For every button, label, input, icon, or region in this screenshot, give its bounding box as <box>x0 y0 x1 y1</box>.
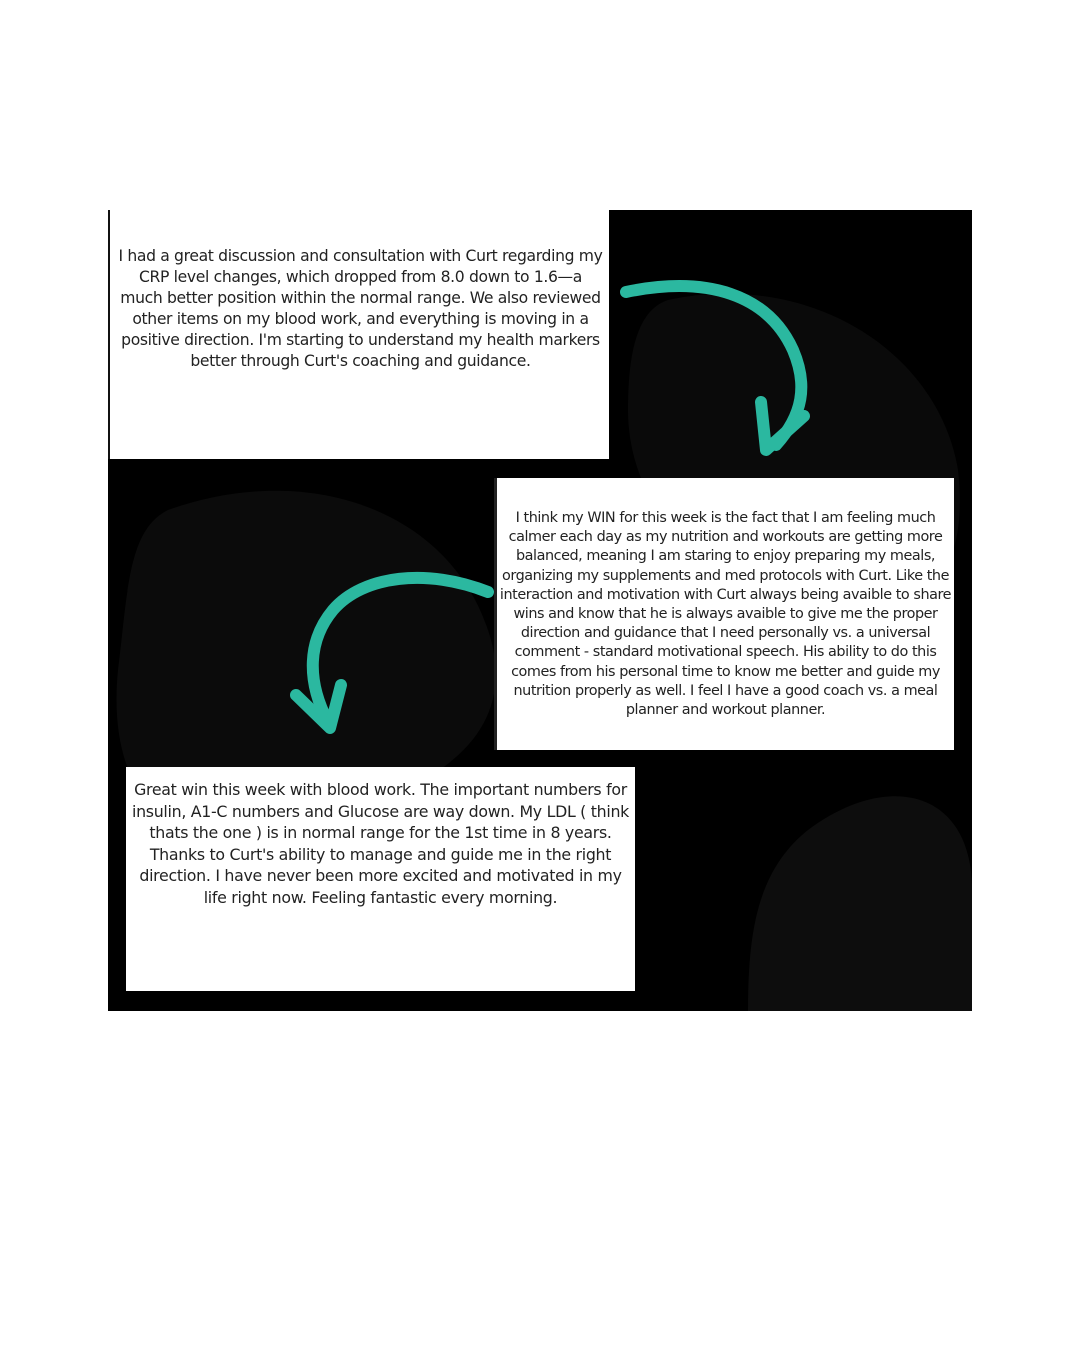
testimonials-panel <box>108 210 972 1011</box>
testimonial-card-crp <box>108 210 609 459</box>
testimonial-card-weekly-win <box>494 478 954 750</box>
testimonial-card-blood-work <box>126 767 635 991</box>
testimonial-text: I had a great discussion and consultation with Curt regarding my CRP level changes, which dropped from 8.0 down to 1.6—a much better position within the normal range. We also reviewed other items on my blood work, and everything is moving in a positive direction. I'm starting to understand my health markers better through Curt's coaching and guidance. <box>118 247 603 370</box>
testimonial-text: I think my WIN for this week is the fact that I am feeling much calmer each day as my nutrition and workouts are getting more balanced, meaning I am staring to enjoy preparing my meals, organizing my supplements and med protocols with Curt. Like the interaction and motivation with Curt always being avaible to share wins and know that he is always avaible to give me the proper direction and guidance that I need personally vs. a universal comment - standard motivational speech. His ability to do this comes from his personal time to know me better and guide my nutrition properly as well. I feel I have a good coach vs. a meal planner and workout planner. <box>499 510 952 719</box>
testimonial-text: Great win this week with blood work. The important numbers for insulin, A1-C numbers and Glucose are way down. My LDL ( think thats the one ) is in normal range for the 1st time in 8 years. Thanks to Curt's ability to manage and guide me in the right direction. I have never been more excited and motivated in my life right now. Feeling fantastic every morning. <box>131 780 630 907</box>
